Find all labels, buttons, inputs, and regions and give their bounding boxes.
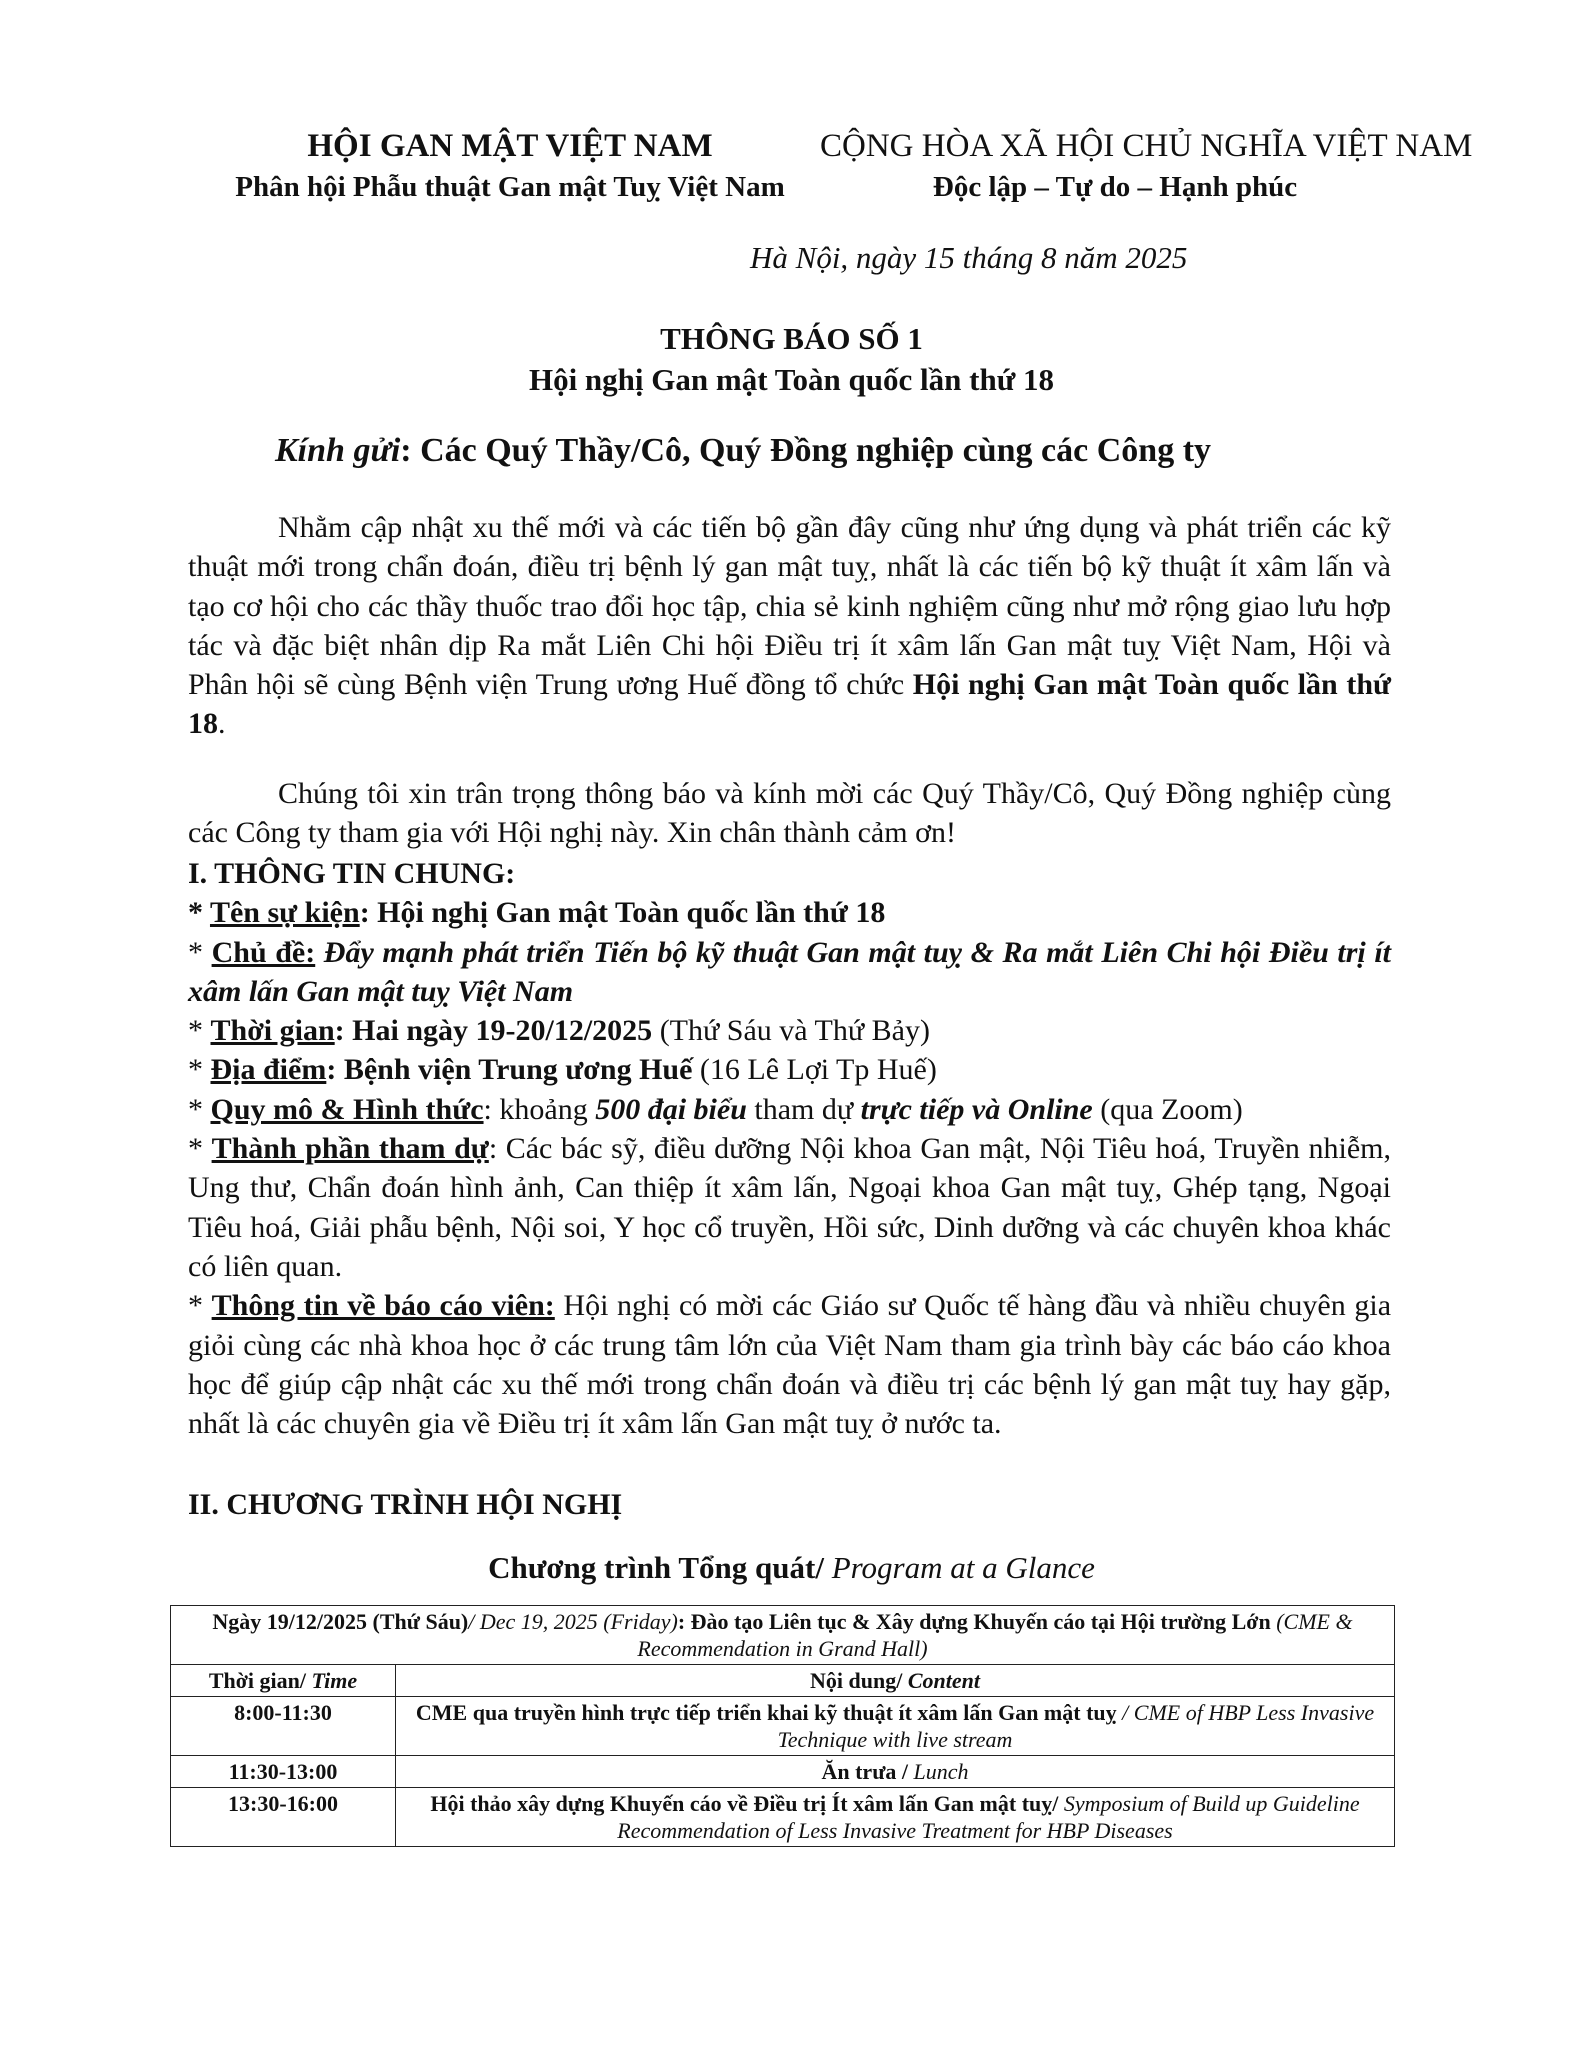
greeting-recipients: : Các Quý Thầy/Cô, Quý Đồng nghiệp cùng các Công ty <box>400 432 1212 469</box>
info-speakers: * Thông tin về báo cáo viên: Hội nghị có mời các Giáo sư Quốc tế hàng đầu và nhiều chuyên gia giỏi cùng các nhà khoa học ở các trung tâm lớn của Việt Nam tham gia trình bày các báo cáo khoa học để giúp cập nhật các xu thế mới trong chẩn đoán và điều trị các bệnh lý gan mật tuỵ hay gặp, nhất là các chuyên gia về Điều trị ít xâm lấn Gan mật tuỵ ở nước ta. <box>188 1289 1392 1441</box>
event-value: : Hội nghị Gan mật Toàn quốc lần thứ 18 <box>359 896 886 930</box>
dateline: Hà Nội, ngày 15 tháng 8 năm 2025 <box>750 240 1188 275</box>
venue-value: : Bệnh viện Trung ương Huế <box>326 1053 693 1087</box>
schedule-day-header: Ngày 19/12/2025 (Thứ Sáu)/ Dec 19, 2025 (Friday): Đào tạo Liên tục & Xây dựng Khuyến cáo tại Hội trường Lớn (CME & Recommendation in Grand Hall) <box>171 1606 1395 1665</box>
schedule-day-row <box>171 1606 1395 1665</box>
program-title <box>0 1550 1583 1586</box>
participants-value: : Các bác sỹ, điều dưỡng Nội khoa Gan mật, Nội Tiêu hoá, Truyền nhiễm, Ung thư, Chẩn đoán hình ảnh, Can thiệp ít xâm lấn, Ngoại khoa Gan mật tuỵ, Ghép tạng, Ngoại Tiêu hoá, Giải phẫu bệnh, Nội soi, Y học cổ truyền, Hồi sức, Dinh dưỡng và các chuyên khoa khác có liên quan. <box>188 1132 1391 1283</box>
national-motto: Độc lập – Tự do – Hạnh phúc <box>932 171 1298 203</box>
column-header-time: Thời gian/ Time <box>171 1665 396 1697</box>
info-event-name: * Tên sự kiện: Hội nghị Gan mật Toàn quốc lần thứ 18 <box>188 896 886 930</box>
info-time: * Thời gian: Hai ngày 19-20/12/2025 (Thứ Sáu và Thứ Bảy) <box>188 1014 930 1048</box>
header-organization <box>190 125 830 207</box>
row-content: CME qua truyền hình trực tiếp triển khai kỹ thuật ít xâm lấn Gan mật tuỵ / CME of HBP Less Invasive Technique with live stream <box>396 1697 1395 1756</box>
intro-text: Nhằm cập nhật xu thế mới và các tiến bộ gần đây cũng như ứng dụng và phát triển các kỹ thuật mới trong chẩn đoán, điều trị bệnh lý gan mật tuỵ, nhất là các tiến bộ kỹ thuật ít xâm lấn và tạo cơ hội cho các thầy thuốc trao đổi học tập, chia sẻ kinh nghiệm cũng như mở rộng giao lưu hợp tác và đặc biệt nhân dịp Ra mắt Liên Chi hội Điều trị ít xâm lấn Gan mật tuỵ Việt Nam, Hội và Phân hội sẽ cùng Bệnh viện Trung ương Huế đồng tổ chức <box>188 511 1391 702</box>
row-time: 8:00-11:30 <box>171 1697 396 1756</box>
venue-label: Địa điểm <box>210 1053 327 1087</box>
speakers-value: Hội nghị có mời các Giáo sư Quốc tế hàng đầu và nhiều chuyên gia giỏi cùng các nhà khoa học ở các trung tâm lớn của Việt Nam tham gia trình bày các báo cáo khoa học để giúp cập nhật các xu thế mới trong chẩn đoán và điều trị các bệnh lý gan mật tuỵ hay gặp, nhất là các chuyên gia về Điều trị ít xâm lấn Gan mật tuỵ ở nước ta. <box>188 1289 1392 1441</box>
venue-note: (16 Lê Lợi Tp Huế) <box>692 1053 937 1087</box>
info-venue: * Địa điểm: Bệnh viện Trung ương Huế (16 Lê Lợi Tp Huế) <box>188 1053 937 1087</box>
schedule-column-headers <box>171 1665 1395 1697</box>
intro-conference-name: Hội nghị Gan mật Toàn quốc lần thứ 18 <box>188 668 1392 741</box>
scale-label: Quy mô & Hình thức <box>210 1092 484 1126</box>
invitation-paragraph: Chúng tôi xin trân trọng thông báo và kính mời các Quý Thầy/Cô, Quý Đồng nghiệp cùng các Công ty tham gia với Hội nghị này. Xin chân thành cảm ơn! <box>188 777 1391 850</box>
theme-value: Đẩy mạnh phát triển Tiến bộ kỹ thuật Gan mật tuỵ & Ra mắt Liên Chi hội Điều trị ít xâm lấn Gan mật tuỵ Việt Nam <box>188 935 1392 1008</box>
row-content: Hội thảo xây dựng Khuyến cáo về Điều trị Ít xâm lấn Gan mật tuỵ/ Symposium of Build up Guideline Recommendation of Less Invasive Treatment for HBP Diseases <box>396 1788 1395 1847</box>
greeting <box>275 432 1211 470</box>
section-heading-program: II. CHƯƠNG TRÌNH HỘI NGHỊ <box>188 1488 623 1521</box>
row-time: 11:30-13:00 <box>171 1756 396 1788</box>
section-heading-general-info: I. THÔNG TIN CHUNG: <box>188 857 516 890</box>
national-title: CỘNG HÒA XÃ HỘI CHỦ NGHĨA VIỆT NAM <box>820 128 1473 164</box>
header-national <box>820 125 1473 207</box>
intro-end: . <box>218 707 226 741</box>
speakers-label: Thông tin về báo cáo viên: <box>211 1289 555 1323</box>
time-label: Thời gian <box>210 1014 335 1048</box>
row-time: 13:30-16:00 <box>171 1788 396 1847</box>
participants-label: Thành phần tham dự <box>211 1132 489 1166</box>
info-participants: * Thành phần tham dự: Các bác sỹ, điều dưỡng Nội khoa Gan mật, Nội Tiêu hoá, Truyền nhiễm, Ung thư, Chẩn đoán hình ảnh, Can thiệp ít xâm lấn, Ngoại khoa Gan mật tuỵ, Ghép tạng, Ngoại Tiêu hoá, Giải phẫu bệnh, Nội soi, Y học cổ truyền, Hồi sức, Dinh dưỡng và các chuyên khoa khác có liên quan. <box>188 1132 1391 1283</box>
time-value: : Hai ngày 19-20/12/2025 <box>334 1014 653 1048</box>
table-row <box>171 1756 1395 1788</box>
info-theme: * Chủ đề: Đẩy mạnh phát triển Tiến bộ kỹ thuật Gan mật tuỵ & Ra mắt Liên Chi hội Điều trị ít xâm lấn Gan mật tuỵ Việt Nam <box>188 935 1392 1008</box>
general-info-section <box>188 854 1391 1443</box>
time-note: (Thứ Sáu và Thứ Bảy) <box>652 1014 930 1048</box>
schedule-table <box>170 1605 1395 1847</box>
theme-label: Chủ đề: <box>211 935 316 969</box>
table-row <box>171 1788 1395 1847</box>
column-header-content: Nội dung/ Content <box>396 1665 1395 1697</box>
announcement-title <box>0 318 1583 400</box>
scale-count: 500 đại biểu <box>595 1092 747 1126</box>
organization-name: HỘI GAN MẬT VIỆT NAM <box>307 128 713 164</box>
announcement-number: THÔNG BÁO SỐ 1 <box>660 321 923 356</box>
program-title-en: Program at a Glance <box>823 1550 1095 1585</box>
program-title-vi: Chương trình Tổng quát/ <box>488 1550 824 1585</box>
row-content: Ăn trưa / Lunch <box>396 1756 1395 1788</box>
greeting-label: Kính gửi <box>275 432 401 469</box>
event-label: Tên sự kiện <box>209 896 360 930</box>
table-row <box>171 1697 1395 1756</box>
conference-name: Hội nghị Gan mật Toàn quốc lần thứ 18 <box>528 362 1055 397</box>
intro-paragraph <box>188 508 1391 744</box>
info-scale: * Quy mô & Hình thức: khoảng 500 đại biểu tham dự trực tiếp và Online (qua Zoom) <box>188 1092 1243 1126</box>
scale-mode: trực tiếp và Online <box>860 1092 1093 1126</box>
organization-subdivision: Phân hội Phẫu thuật Gan mật Tuỵ Việt Nam <box>235 171 785 203</box>
